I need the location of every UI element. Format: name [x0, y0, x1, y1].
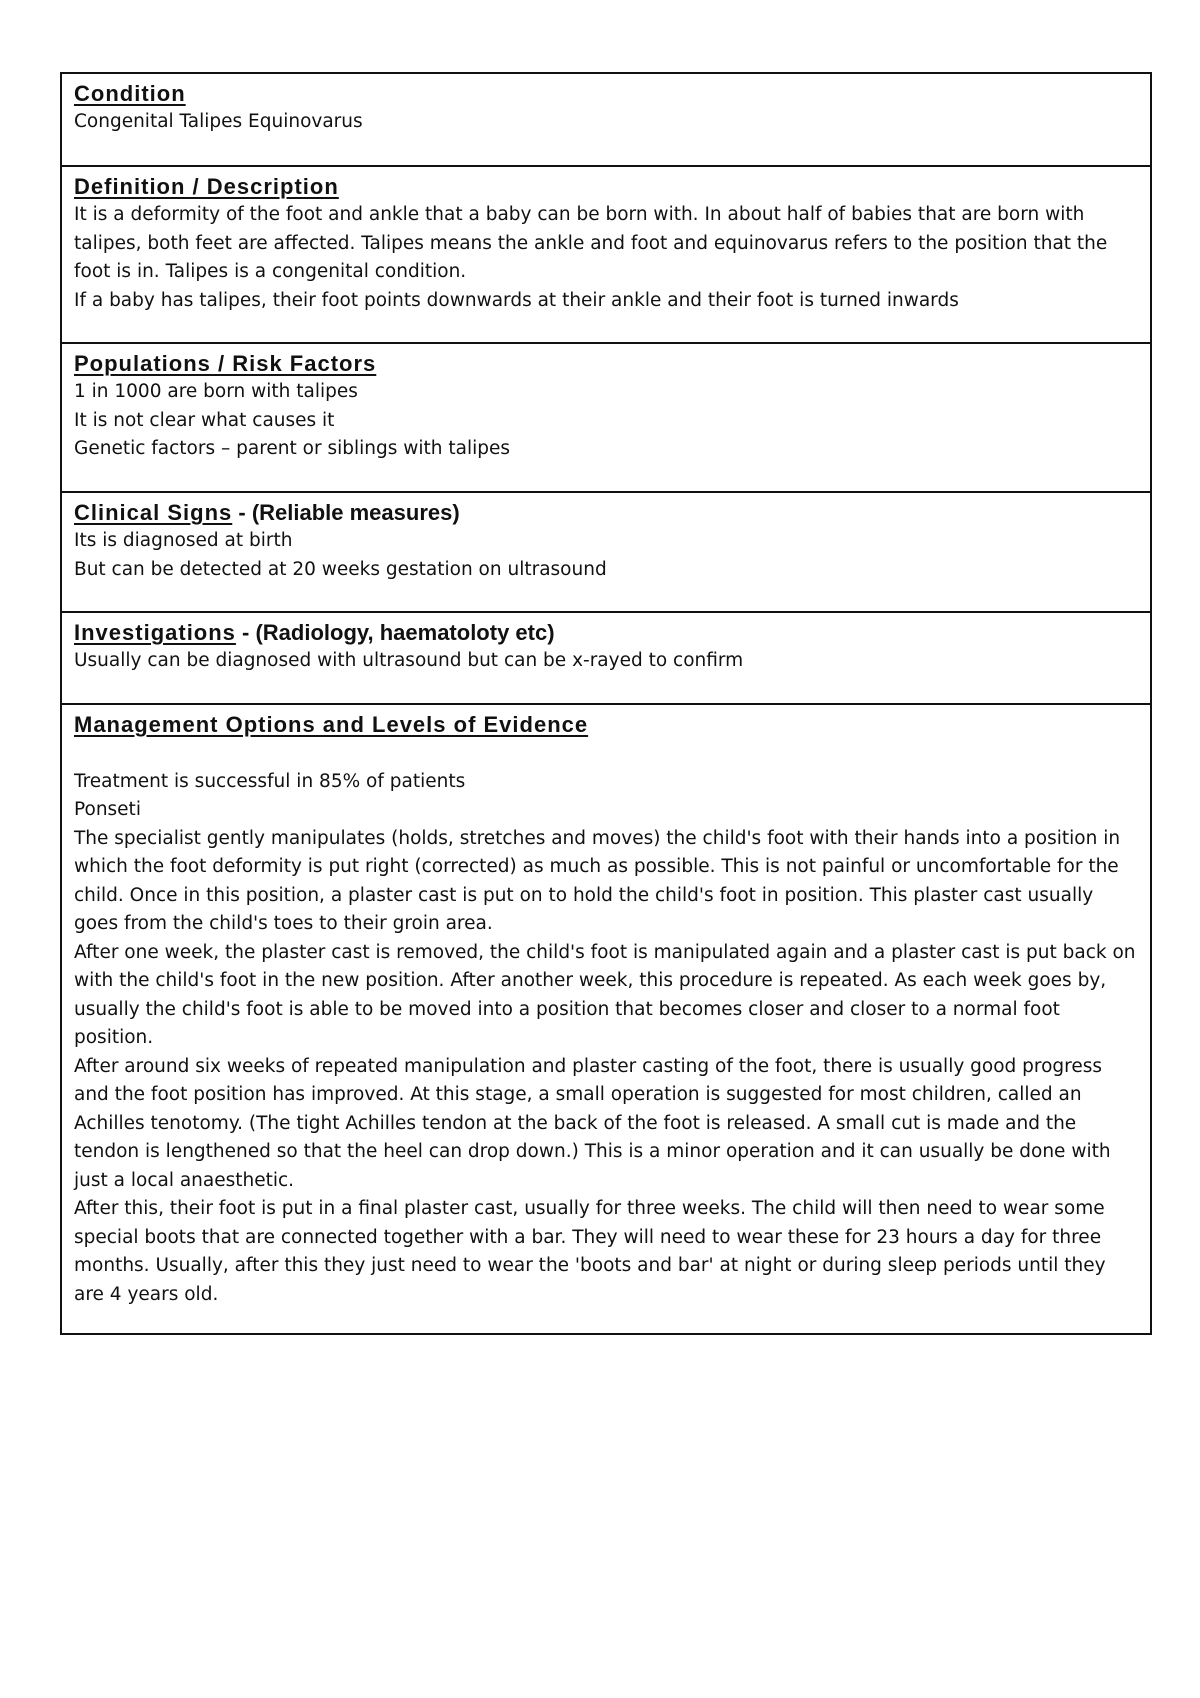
condition-text: Congenital Talipes Equinovarus [74, 111, 363, 132]
definition-title: Definition / Description [74, 174, 339, 199]
clinical-signs-line: But can be detected at 20 weeks gestation on ultrasound [74, 558, 607, 580]
clinical-signs-subtitle: - (Reliable measures) [232, 500, 460, 525]
management-paragraph: After around six weeks of repeated manipulation and plaster casting of the foot, there is usually good progress and the foot position has improved. At this stage, a small operation is suggested for most children, called an Achilles tenotomy. (The tight Achilles tendon at the back of the foot is released. A small cut is made and the tendon is lengthened so that the heel can drop down.) This is a minor operation and it can usually be done with just a local anaesthetic. [74, 1055, 1111, 1191]
condition-title: Condition [74, 81, 186, 106]
management-title: Management Options and Levels of Evidence [74, 712, 589, 737]
investigations-subtitle: - (Radiology, haematoloty etc) [235, 620, 555, 645]
management-spacer [74, 739, 1138, 768]
clinical-signs-line: Its is diagnosed at birth [74, 530, 293, 551]
investigations-line: Usually can be diagnosed with ultrasound but can be x-rayed to confirm [74, 650, 744, 671]
management-paragraph: After this, their foot is put in a final plaster cast, usually for three weeks. The child will then need to wear some special boots that are connected together with a bar. They will need to wear these for 23 hours a day for three months. Usually, after this they just need to wear the 'boots and bar' at night or during sleep periods until they are 4 years old. [74, 1198, 1106, 1305]
condition-heading [74, 80, 1138, 108]
definition-heading [74, 173, 1138, 201]
management-section [62, 705, 1150, 1333]
definition-section [62, 167, 1150, 344]
investigations-title: Investigations [74, 620, 236, 645]
definition-paragraph: If a baby has talipes, their foot points downwards at their ankle and their foot is turned inwards [74, 289, 959, 311]
management-paragraph: Treatment is successful in 85% of patients [74, 770, 466, 792]
management-paragraph: Ponseti [74, 799, 141, 820]
populations-title: Populations / Risk Factors [74, 351, 377, 376]
clinical-signs-title: Clinical Signs [74, 500, 233, 525]
definition-paragraph: It is a deformity of the foot and ankle that a baby can be born with. In about half of babies that are born with talipes, both feet are affected. Talipes means the ankle and foot and equinovarus refers to the position that the foot is in. Talipes is a congenital condition. [74, 204, 1108, 282]
condition-section [62, 74, 1150, 167]
populations-section [62, 344, 1150, 493]
condition-summary-table [60, 72, 1152, 1335]
populations-line: It is not clear what causes it [74, 409, 335, 431]
populations-line: Genetic factors – parent or siblings with talipes [74, 438, 510, 459]
clinical-signs-heading [74, 499, 1138, 527]
clinical-signs-section [62, 493, 1150, 613]
management-paragraph: After one week, the plaster cast is removed, the child's foot is manipulated again and a plaster cast is put back on with the child's foot in the new position. After another week, this procedure is repeated. As each week goes by, usually the child's foot is able to be moved into a position that becomes closer and closer to a normal foot position. [74, 941, 1136, 1048]
management-heading [74, 711, 1138, 739]
populations-heading [74, 350, 1138, 378]
investigations-heading [74, 619, 1138, 647]
management-paragraph: The specialist gently manipulates (holds, stretches and moves) the child's foot with their hands into a position in which the foot deformity is put right (corrected) as much as possible. This is not painful or uncomfortable for the child. Once in this position, a plaster cast is put on to hold the child's foot in position. This plaster cast usually goes from the child's toes to their groin area. [74, 827, 1121, 934]
populations-line: 1 in 1000 are born with talipes [74, 381, 358, 402]
investigations-section [62, 613, 1150, 705]
